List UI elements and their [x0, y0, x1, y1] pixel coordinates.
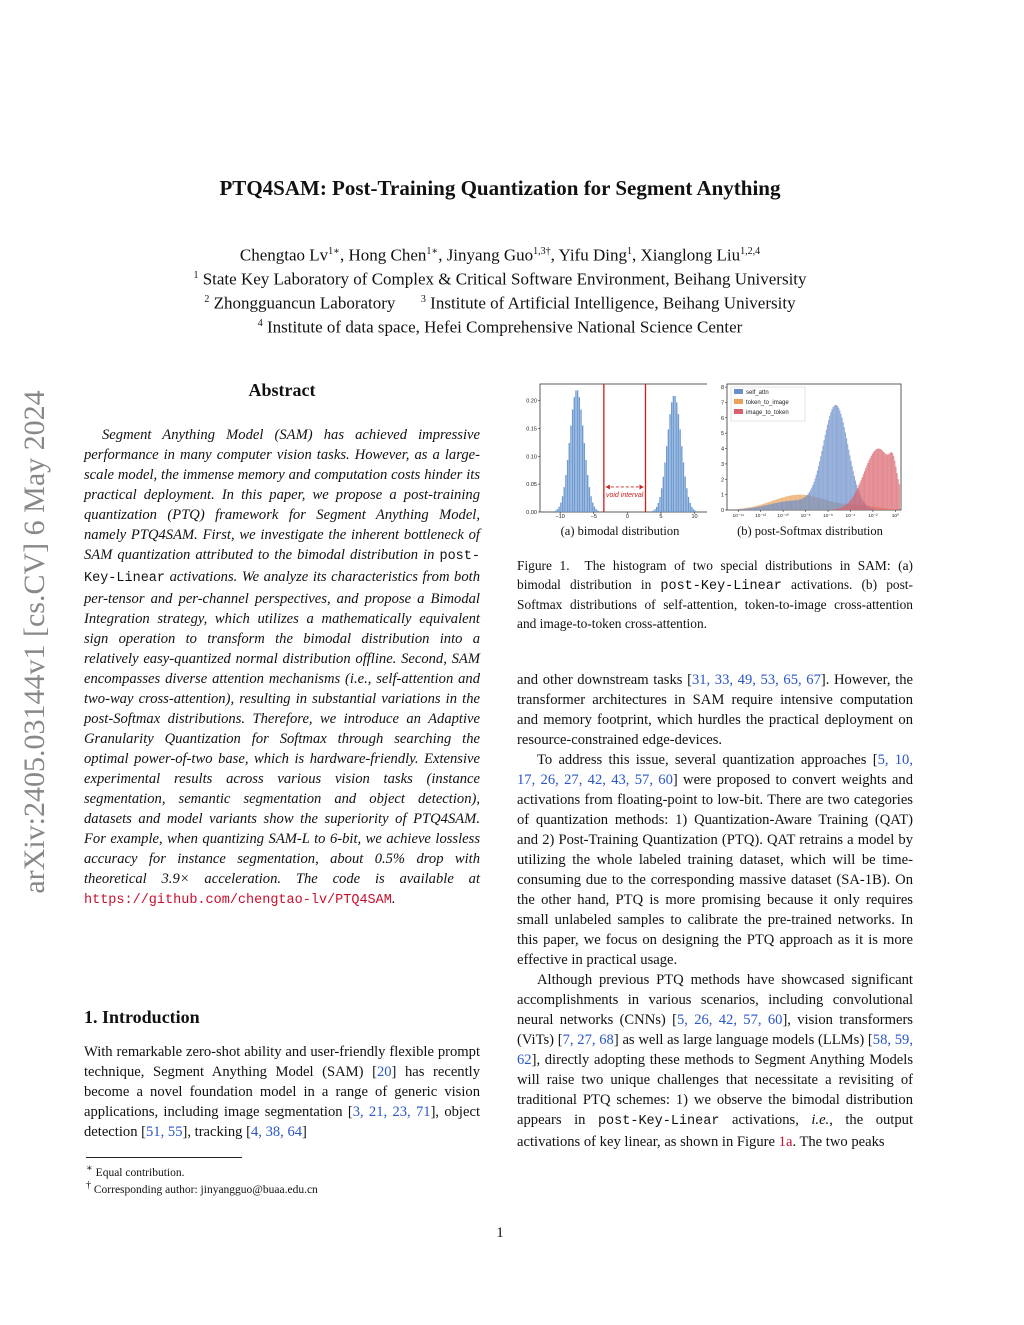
x-tick-label: 10⁻¹² [755, 514, 767, 518]
histogram-bar [653, 511, 654, 512]
author: Yifu Ding [558, 245, 627, 265]
histogram-bar-self_attn [839, 410, 840, 510]
histogram-bar-self_attn [758, 507, 759, 510]
histogram-bar-self_attn [765, 505, 766, 510]
figure-1a [512, 378, 712, 518]
histogram-bar-self_attn [846, 438, 847, 510]
histogram-bar-self_attn [748, 508, 749, 510]
histogram-bar [569, 443, 570, 512]
histogram-bar-self_attn [803, 498, 804, 510]
affiliation-2-3: $^2$ Zhongguancun Laboratory $^3$ Institute of Artificial Intelligence, Beihang University [204, 293, 796, 313]
histogram-bar [684, 477, 685, 512]
x-tick-label: 10⁻⁴ [845, 514, 856, 518]
histogram-bar-self_attn [813, 482, 814, 510]
histogram-bar-image_to_token [865, 468, 866, 510]
y-tick-label: 0.15 [526, 426, 537, 433]
histogram-bar-self_attn [791, 501, 792, 510]
histogram-bar-self_attn [763, 506, 764, 510]
histogram-bar-image_to_token [899, 484, 900, 510]
intro-paragraph: With remarkable zero-shot ability and user-friendly flexible prompt technique, Segment Anything Model (SAM) [20] has recently become a novel foundation model in a range of generic vision applications, including image segmentation [3, 21, 23, 71], object detection [51, 55], tracking [4, 38, 64] [84, 1044, 481, 1140]
legend-swatch-token_to_image [734, 399, 743, 404]
histogram-bar [557, 509, 558, 512]
histogram-bar-self_attn [749, 508, 750, 510]
histogram-bar-self_attn [817, 471, 818, 510]
legend-swatch-self_attn [734, 389, 743, 394]
author: Chengtao Lv [239, 245, 329, 265]
histogram-bar-self_attn [830, 412, 831, 510]
histogram-bar-image_to_token [889, 454, 890, 510]
histogram-bar [580, 409, 581, 512]
histogram-bar-self_attn [746, 509, 747, 510]
histogram-bar-image_to_token [849, 501, 850, 510]
histogram-bar-self_attn [785, 501, 786, 510]
histogram-bar-image_to_token [834, 509, 835, 510]
author: Jinyang Guo [446, 245, 534, 265]
arxiv-stamp: arXiv:2405.03144v1 [cs.CV] 6 May 2024 [18, 390, 51, 894]
histogram-bar [577, 390, 578, 512]
histogram-bar-self_attn [739, 509, 740, 510]
histogram-bar-self_attn [755, 507, 756, 510]
histogram-bar-self_attn [798, 500, 799, 510]
histogram-bar-image_to_token [890, 453, 891, 510]
histogram-bar-self_attn [747, 508, 748, 510]
y-tick-label: 0 [720, 508, 724, 514]
histogram-bar [683, 462, 684, 512]
histogram-bar [693, 509, 694, 512]
legend-label-token_to_image: token_to_image [746, 399, 789, 406]
histogram-bar-self_attn [843, 422, 844, 510]
histogram-bar-self_attn [848, 450, 849, 510]
histogram-bar-self_attn [825, 435, 826, 510]
y-tick-label: 0.05 [526, 482, 537, 489]
histogram-bar-image_to_token [857, 488, 858, 510]
abstract-body: Segment Anything Model (SAM) has achieved impressive performance in many computer vision tasks. However, as a large-scale model, the immense memory and computation costs hinder its practical deployment. In this paper, we propose a post-training quantization (PTQ) framework for Segment Anything Model, namely PTQ4SAM. First, we investigate the inherent bottleneck of SAM quantization attributed to the bimodal distribution in post-Key-Linear activations. We analyze its characteristics from both per-tensor and per-channel perspectives, and propose a Bimodal Integration strategy, which utilizes a mathematically equivalent sign operation to transform the bimodal distribution into a relatively easy-quantized normal distribution offline. Second, SAM encompasses diverse attention mechanisms (i.e., self-attention and two-way cross-attention), resulting in substantial variations in the post-Softmax distributions. Therefore, we introduce an Adaptive Granularity Quantization for Softmax through searching the optimal power-of-two base, which is hardware-friendly. Extensive experimental results across various vision tasks (instance segmentation, semantic segmentation and object detection), datasets and model variants show the superiority of PTQ4SAM. For example, when quantizing SAM-L to 6-bit, we achieve lossless accuracy for instance segmentation, about 0.5% drop with theoretical 3.9× acceleration. The code is available at https://github.com/chengtao-lv/PTQ4SAM. [84, 427, 480, 908]
x-tick-label: 10 [691, 514, 698, 518]
histogram-bar-self_attn [762, 506, 763, 510]
histogram-bar-self_attn [782, 502, 783, 510]
y-tick-label: 2 [720, 477, 724, 484]
histogram-bar-self_attn [797, 500, 798, 510]
histogram-bar-self_attn [770, 504, 771, 510]
histogram-bar-self_attn [756, 507, 757, 510]
histogram-bar-self_attn [780, 502, 781, 510]
x-tick-label: 10⁻⁸ [800, 514, 811, 518]
histogram-bar-self_attn [783, 502, 784, 510]
histogram-bar [582, 425, 583, 512]
histogram-bar [594, 507, 595, 512]
histogram-bar [560, 503, 561, 512]
histogram-bar-self_attn [845, 433, 846, 510]
chart-legend [731, 387, 805, 421]
histogram-bar-image_to_token [836, 509, 837, 510]
abstract-heading: Abstract [248, 380, 316, 400]
histogram-bar-image_to_token [855, 492, 856, 510]
histogram-bar [564, 487, 565, 512]
code-link[interactable]: https://github.com/chengtao-lv/PTQ4SAM [84, 893, 392, 908]
histogram-bar-self_attn [738, 509, 739, 510]
citation-link[interactable]: 31, 33, 49, 53, 65, 67 [691, 672, 821, 688]
histogram-bar-image_to_token [846, 504, 847, 510]
histogram-bar [691, 507, 692, 512]
histogram-bar-image_to_token [895, 467, 896, 510]
histogram-bar-image_to_token [852, 498, 853, 510]
bimodal-histogram [512, 378, 712, 518]
histogram-bar-image_to_token [866, 466, 867, 510]
histogram-bar-self_attn [812, 485, 813, 510]
histogram-bar [688, 497, 689, 512]
post-softmax-histogram [707, 378, 907, 518]
histogram-bar-self_attn [772, 504, 773, 510]
histogram-bar [658, 503, 659, 512]
histogram-bar-self_attn [775, 503, 776, 510]
x-tick-label: 0 [625, 514, 629, 518]
histogram-bar-self_attn [834, 405, 835, 510]
histogram-bar-image_to_token [867, 463, 868, 510]
histogram-bar-self_attn [794, 500, 795, 510]
histogram-bar-self_attn [784, 501, 785, 510]
histogram-bar-self_attn [769, 505, 770, 510]
histogram-bar [597, 511, 598, 512]
histogram-bar-self_attn [828, 420, 829, 510]
figure-reference-link[interactable]: 1a [778, 1134, 793, 1150]
histogram-bar-self_attn [742, 509, 743, 510]
histogram-bar-self_attn [833, 407, 834, 510]
histogram-bar-self_attn [818, 466, 819, 510]
y-tick-label: 4 [720, 446, 724, 453]
histogram-bar [690, 503, 691, 512]
citation-link[interactable]: 5, 10, 17, 26, 27, 42, 43, 57, 60 [517, 752, 913, 788]
legend-label-image_to_token: image_to_token [746, 409, 789, 416]
legend-label-self_attn: self_attn [746, 389, 769, 396]
histogram-bar [695, 511, 696, 512]
histogram-bar-self_attn [764, 506, 765, 510]
histogram-bar-image_to_token [844, 506, 845, 510]
histogram-bar-self_attn [820, 456, 821, 510]
citation-link[interactable]: 20 [376, 1064, 392, 1080]
histogram-bar-image_to_token [881, 450, 882, 510]
histogram-bar-image_to_token [859, 483, 860, 510]
histogram-bar-image_to_token [862, 477, 863, 510]
histogram-bar-self_attn [740, 509, 741, 510]
histogram-bar-self_attn [808, 494, 809, 510]
histogram-bar-self_attn [745, 509, 746, 510]
histogram-bar [595, 509, 596, 512]
histogram-bar-image_to_token [853, 496, 854, 510]
x-tick-label: 10⁰ [891, 514, 900, 518]
histogram-bar-image_to_token [883, 452, 884, 510]
histogram-bar-self_attn [840, 414, 841, 510]
histogram-bar-self_attn [757, 507, 758, 510]
histogram-bar-image_to_token [874, 451, 875, 510]
histogram-bar-image_to_token [873, 452, 874, 510]
histogram-bar-self_attn [751, 508, 752, 510]
histogram-bar-self_attn [806, 496, 807, 510]
histogram-bar [678, 414, 679, 512]
histogram-bar-self_attn [792, 501, 793, 510]
histogram-bar-self_attn [737, 509, 738, 510]
histogram-bar-self_attn [824, 440, 825, 510]
histogram-bar [592, 503, 593, 512]
citation-link[interactable]: 5, 26, 42, 57, 60 [676, 1012, 783, 1028]
x-tick-label: −5 [590, 514, 597, 518]
histogram-bar [574, 397, 575, 512]
histogram-bar [585, 460, 586, 512]
histogram-bar [663, 477, 664, 512]
histogram-bar-image_to_token [840, 508, 841, 510]
arrow-head-left [606, 484, 610, 489]
y-tick-label: 5 [720, 431, 724, 438]
footnote-equal-contribution: ∗ Equal contribution. [86, 1163, 185, 1179]
histogram-bar-image_to_token [897, 473, 898, 510]
x-tick-label: 10⁻¹⁰ [777, 514, 789, 518]
histogram-bar-self_attn [753, 508, 754, 510]
histogram-bar-image_to_token [871, 456, 872, 510]
histogram-bar-self_attn [801, 499, 802, 510]
histogram-bar-self_attn [799, 500, 800, 510]
histogram-bar [654, 509, 655, 512]
histogram-bar-image_to_token [893, 456, 894, 510]
histogram-bar-image_to_token [864, 471, 865, 510]
histogram-bar-image_to_token [845, 505, 846, 510]
histogram-bar-self_attn [744, 509, 745, 510]
histogram-bar-self_attn [811, 488, 812, 510]
histogram-bar-self_attn [802, 498, 803, 510]
histogram-bar-self_attn [838, 408, 839, 510]
histogram-bar [558, 507, 559, 512]
citation-link[interactable]: 58, 59, 62 [517, 1032, 913, 1068]
page-number: 1 [496, 1225, 504, 1241]
y-tick-label: 0.00 [526, 510, 537, 516]
arrow-head-right [640, 484, 644, 489]
author-list: Chengtao $Lv^{1∗}$, Hong Chen$^{1∗}$, Jinyang Guo$^{1,3\dagger}$, Yifu Ding$^1$, Xianglong Liu$^{1,2,4}$ [239, 245, 761, 265]
histogram-bar [669, 414, 670, 512]
histogram-bar [584, 443, 585, 512]
y-tick-label: 0.10 [526, 454, 537, 461]
histogram-bar-self_attn [835, 405, 836, 510]
histogram-bar [579, 397, 580, 512]
histogram-bar-image_to_token [863, 474, 864, 510]
void-interval-label: void interval [605, 491, 644, 499]
histogram-bar-self_attn [837, 406, 838, 510]
histogram-bar [671, 402, 672, 512]
histogram-bar-image_to_token [885, 454, 886, 510]
histogram-bar-self_attn [831, 409, 832, 510]
histogram-bar-self_attn [760, 506, 761, 510]
code-term: post-Key-Linear [84, 549, 480, 586]
y-tick-label: 6 [720, 415, 724, 422]
histogram-bar-self_attn [804, 497, 805, 510]
histogram-bar-image_to_token [888, 454, 889, 510]
histogram-bar-self_attn [793, 500, 794, 510]
histogram-bar-self_attn [819, 461, 820, 510]
histogram-bar [572, 409, 573, 512]
histogram-bar-self_attn [790, 501, 791, 510]
histogram-bar-self_attn [847, 444, 848, 510]
histogram-bar-self_attn [842, 418, 843, 510]
histogram-bar [676, 402, 677, 512]
histogram-bar [673, 396, 674, 512]
histogram-bar [565, 475, 566, 512]
histogram-bar-self_attn [771, 504, 772, 510]
histogram-bar-image_to_token [898, 479, 899, 510]
histogram-bar-self_attn [822, 446, 823, 510]
histogram-bar-self_attn [743, 509, 744, 510]
histogram-bar-self_attn [807, 495, 808, 510]
histogram-bar [555, 511, 556, 512]
histogram-bar [590, 496, 591, 512]
affiliation-4: $^4$ Institute of data space, Hefei Comprehensive National Science Center [257, 317, 743, 337]
histogram-bar-image_to_token [850, 500, 851, 510]
affiliation-1: $^1$ State Key Laboratory of Complex & Critical Software Environment, Beihang University [193, 269, 807, 289]
histogram-bar-image_to_token [838, 509, 839, 510]
histogram-bar-self_attn [761, 506, 762, 510]
histogram-bar [589, 487, 590, 512]
histogram-bar-self_attn [781, 502, 782, 510]
x-tick-label: 10⁻⁶ [823, 514, 833, 518]
histogram-bar-image_to_token [848, 502, 849, 510]
histogram-bar-self_attn [735, 509, 736, 510]
histogram-bar-image_to_token [839, 508, 840, 510]
legend-swatch-image_to_token [734, 409, 743, 414]
right-column-body: and other downstream tasks [31, 33, 49, 53, 65, 67]. However, the transformer architectures in SAM require intensive computation and memory footprint, which hurdles the practical deployment on resource-constrained edge-devices. To address this issue, several quantization approaches [5, 10, 17, 26, 27, 42, 43, 57, 60] were proposed to convert weights and activations from floating-point to low-bit. There are two categories of quantization methods: 1) Quantization-Aware Training (QAT) and 2) Post-Training Quantization (PTQ). QAT retrains a model by utilizing the whole labeled training dataset, which will be time-consuming due to the corresponding massive dataset (SA-1B). On the other hand, PTQ is more promising because it only requires small unlabeled samples to calibrate the pre-trained networks. In this paper, we focus on designing the PTQ approach as it is more effective in practical usage. Although previous PTQ methods have showcased significant accomplishments in various scenarios, including convolutional neural networks (CNNs) [5, 26, 42, 57, 60], vision transformers (ViTs) [7, 27, 68] as well as large language models (LLMs) [58, 59, 62], directly adopting these methods to Segment Anything Models will raise two unique challenges that necessitate a revisiting of traditional PTQ schemes: 1) we observe the bimodal distribution appears in post-Key-Linear activations, i.e., the output activations of key linear, as shown in Figure 1a. The two peaks [517, 672, 914, 1150]
histogram-bar-self_attn [836, 405, 837, 510]
histogram-bar-self_attn [809, 492, 810, 510]
histogram-bar-image_to_token [847, 503, 848, 510]
histogram-bar-token_to_image [733, 509, 734, 510]
histogram-bar-self_attn [754, 507, 755, 510]
footnote-divider [86, 1157, 242, 1158]
y-tick-label: 8 [720, 385, 724, 392]
x-tick-label: 5 [659, 514, 663, 518]
x-tick-label: −10 [555, 514, 565, 518]
paper-title: PTQ4SAM: Post-Training Quantization for Segment Anything [219, 176, 781, 200]
figure-caption: Figure 1. The histogram of two special distributions in SAM: (a) bimodal distribution in post-Key-Linear activations. (b) post-Softmax distributions of self-attention, token-to-image cross-attention and image-to-token cross-attention. [517, 558, 913, 631]
y-tick-label: 0.20 [526, 398, 537, 405]
histogram-bar-image_to_token [854, 494, 855, 510]
footnote-corresponding-author: † Corresponding author: jinyangguo@buaa.edu.cn [86, 1180, 318, 1196]
section-heading-introduction: 1. Introduction [84, 1007, 200, 1027]
histogram-bar-image_to_token [843, 507, 844, 510]
y-tick-label: 1 [720, 492, 724, 499]
y-tick-label: 7 [720, 400, 724, 407]
histogram-bar [659, 497, 660, 512]
histogram-bar [587, 475, 588, 512]
histogram-bar-image_to_token [842, 507, 843, 510]
histogram-bar-self_attn [752, 508, 753, 510]
histogram-bar-image_to_token [858, 485, 859, 510]
histogram-bar-self_attn [800, 499, 801, 510]
histogram-bar [575, 390, 576, 512]
author: Hong Chen [348, 245, 427, 265]
histogram-bar-image_to_token [835, 509, 836, 510]
citation-link[interactable]: 51, 55 [146, 1124, 183, 1140]
histogram-bar-image_to_token [882, 451, 883, 510]
histogram-bar-image_to_token [861, 480, 862, 510]
histogram-bar-image_to_token [877, 449, 878, 510]
histogram-bar-image_to_token [880, 449, 881, 510]
histogram-bar-self_attn [788, 501, 789, 510]
histogram-bar-self_attn [827, 425, 828, 510]
histogram-bar-image_to_token [875, 450, 876, 510]
histogram-bar-image_to_token [868, 460, 869, 510]
histogram-bar-self_attn [815, 478, 816, 510]
citation-link[interactable]: 3, 21, 23, 71 [352, 1104, 431, 1120]
histogram-bar-self_attn [829, 416, 830, 510]
histogram-bar-image_to_token [870, 458, 871, 510]
histogram-bar-image_to_token [879, 449, 880, 510]
histogram-bar-self_attn [736, 509, 737, 510]
subcaption-a: (a) bimodal distribution [560, 524, 680, 538]
histogram-bar-self_attn [779, 502, 780, 510]
histogram-bar [562, 496, 563, 512]
histogram-bar-self_attn [789, 501, 790, 510]
citation-link[interactable]: 4, 38, 64 [250, 1124, 303, 1140]
citation-link[interactable]: 7, 27, 68 [562, 1032, 614, 1048]
histogram-bar [570, 425, 571, 512]
histogram-bar [666, 446, 667, 512]
histogram-bar [664, 462, 665, 512]
x-tick-label: 10⁻¹⁴ [732, 514, 744, 518]
histogram-bar-image_to_token [872, 454, 873, 510]
histogram-bar [567, 460, 568, 512]
histogram-bar-self_attn [816, 475, 817, 510]
histogram-bar [681, 446, 682, 512]
histogram-bar-self_attn [795, 500, 796, 510]
histogram-bar [661, 488, 662, 512]
histogram-bar-image_to_token [884, 453, 885, 510]
histogram-bar-self_attn [844, 427, 845, 510]
histogram-bar [674, 396, 675, 512]
histogram-bar [686, 488, 687, 512]
figure-1b [707, 378, 907, 518]
histogram-bar [679, 429, 680, 512]
subcaption-b: (b) post-Softmax distribution [737, 524, 883, 538]
histogram-bar-image_to_token [892, 453, 893, 510]
histogram-bar-self_attn [810, 490, 811, 510]
y-tick-label: 3 [720, 461, 724, 468]
histogram-bar-image_to_token [837, 509, 838, 510]
histogram-bar-self_attn [773, 504, 774, 510]
histogram-bar-self_attn [767, 505, 768, 510]
histogram-bar-self_attn [778, 503, 779, 510]
author: Xianglong Liu [640, 245, 741, 265]
histogram-bar-self_attn [786, 501, 787, 510]
histogram-bar-image_to_token [894, 461, 895, 510]
x-tick-label: 10⁻² [868, 514, 878, 518]
histogram-bar [668, 429, 669, 512]
histogram-bar-self_attn [766, 505, 767, 510]
histogram-bar [656, 507, 657, 512]
histogram-bar-self_attn [774, 503, 775, 510]
histogram-bar-image_to_token [876, 449, 877, 510]
histogram-bar-image_to_token [856, 490, 857, 510]
histogram-bar-self_attn [826, 430, 827, 510]
histogram-bar-self_attn [776, 503, 777, 510]
histogram-bar-self_attn [821, 451, 822, 510]
histogram-bar-image_to_token [891, 452, 892, 510]
histogram-bar-image_to_token [886, 455, 887, 510]
